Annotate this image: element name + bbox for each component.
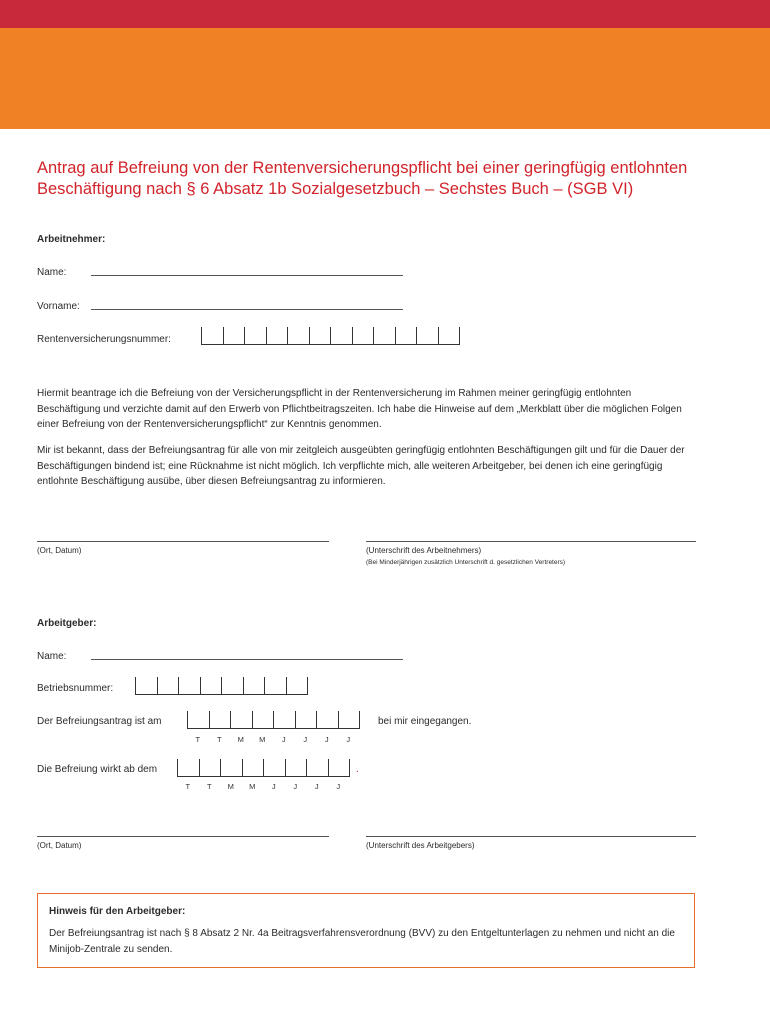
received-date-suffix: bei mir eingegangen. [378, 716, 472, 727]
date-format-letter: M [249, 782, 256, 791]
date-format-letter: J [324, 735, 329, 744]
effective-date-suffix: . [356, 764, 359, 775]
employee-firstname-field[interactable] [91, 309, 403, 310]
employer-heading: Arbeitgeber: [37, 618, 97, 629]
effective-date-format [177, 782, 349, 791]
form-title [37, 158, 737, 200]
employer-hint-box [37, 893, 695, 968]
date-format-letter: M [259, 735, 266, 744]
date-format-letter: J [314, 782, 319, 791]
company-number-label: Betriebsnummer: [37, 683, 114, 694]
declaration-paragraph-2: Mir ist bekannt, dass der Befreiungsantrag für alle von mir zeitgleich ausgeübten geringfügig entlohnten Beschäftigungen gilt und für die Dauer der Beschäftigungen bindend ist; eine Rücknahme ist nicht möglich. Ich verpflichte mich, alle weiteren Arbeitgeber, bei denen ich eine geringfügig entlohnte Beschäftigung ausübe, über diesen Befreiungsantrag zu informieren. [37, 445, 685, 487]
date-format-letter: M [237, 735, 244, 744]
employer-signature-caption: (Unterschrift des Arbeitgebers) [366, 841, 475, 850]
employee-name-label: Name: [37, 267, 67, 278]
date-format-letter: J [281, 735, 286, 744]
employee-signature-caption: (Unterschrift des Arbeitnehmers) [366, 546, 482, 555]
employer-name-field[interactable] [91, 659, 403, 660]
date-format-letter: J [271, 782, 276, 791]
employee-heading: Arbeitnehmer: [37, 234, 106, 245]
date-format-letter: J [293, 782, 298, 791]
employee-place-date-caption: (Ort, Datum) [37, 546, 82, 555]
employee-name-field[interactable] [91, 275, 403, 276]
minor-signature-note: (Bei Minderjährigen zusätzlich Unterschrift d. gesetzlichen Vertreters) [366, 559, 566, 566]
date-format-letter: T [216, 735, 222, 744]
orange-header-band [0, 28, 770, 129]
pension-number-label: Rentenversicherungsnummer: [37, 334, 171, 345]
hint-title: Hinweis für den Arbeitgeber: [49, 906, 186, 917]
date-format-letter: T [195, 735, 201, 744]
date-format-letter: J [336, 782, 341, 791]
form-title-line1: Antrag auf Befreiung von der Rentenversicherungspflicht bei einer geringfügig entlohnten [37, 159, 688, 177]
employer-signature-field[interactable] [366, 836, 696, 837]
date-format-letter: J [346, 735, 351, 744]
employer-name-label: Name: [37, 651, 67, 662]
employee-firstname-label: Vorname: [37, 301, 80, 312]
employer-place-date-caption: (Ort, Datum) [37, 841, 82, 850]
effective-date-label: Die Befreiung wirkt ab dem [37, 764, 158, 775]
company-number-boxes[interactable] [135, 677, 308, 695]
effective-date-boxes[interactable] [177, 759, 350, 777]
hint-text: Der Befreiungsantrag ist nach § 8 Absatz 2 Nr. 4a Beitragsverfahrensverordnung (BVV) zu den Entgeltunterlagen zu nehmen und nicht an die Minijob-Zentrale zu senden. [49, 928, 675, 955]
date-format-letter: T [206, 782, 212, 791]
employee-place-date-field[interactable] [37, 541, 329, 542]
date-format-letter: J [303, 735, 308, 744]
date-format-letter: M [227, 782, 234, 791]
received-date-label: Der Befreiungsantrag ist am [37, 716, 162, 727]
declaration-paragraph-1: Hiermit beantrage ich die Befreiung von der Versicherungspflicht in der Rentenversicherung im Rahmen meiner geringfügig entlohnten Beschäftigung und verzichte damit auf den Erwerb von Pflichtbeitragszeiten. Ich habe die Hinweise auf dem „Merkblatt über die möglichen Folgen einer Befreiung von der Rentenversicherungspflicht“ zur Kenntnis genommen. [37, 388, 682, 430]
pension-number-boxes[interactable] [201, 327, 460, 345]
received-date-format [187, 735, 359, 744]
received-date-boxes[interactable] [187, 711, 360, 729]
date-format-letter: T [185, 782, 191, 791]
employee-signature-field[interactable] [366, 541, 696, 542]
form-title-line2: Beschäftigung nach § 6 Absatz 1b Sozialgesetzbuch – Sechstes Buch – (SGB VI) [37, 180, 634, 198]
employer-place-date-field[interactable] [37, 836, 329, 837]
top-red-band [0, 0, 770, 28]
